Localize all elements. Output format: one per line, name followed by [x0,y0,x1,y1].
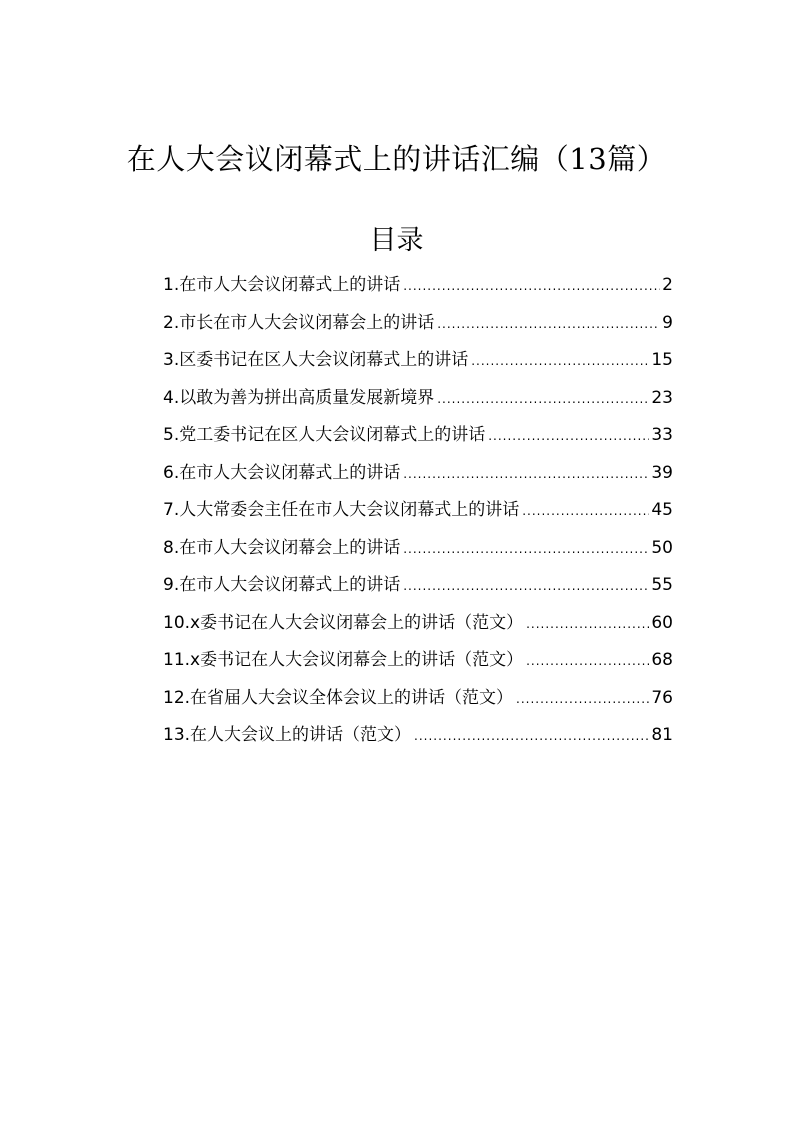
toc-page-number: 9 [662,312,673,333]
toc-entry-label: 13.在人大会议上的讲话（范文） [163,725,412,745]
toc-dot-leader [403,531,649,569]
toc-entry-12[interactable] [163,680,673,718]
toc-entry-3[interactable] [163,342,673,380]
toc-entry-label: 6.在市人大会议闭幕式上的讲话 [163,462,401,483]
toc-entry-7[interactable] [163,492,673,530]
toc-heading: 目录 [369,225,424,256]
toc-entry-10[interactable] [163,605,673,643]
table-of-contents [163,267,673,755]
toc-entry-6[interactable] [163,455,673,493]
toc-entry-9[interactable] [163,567,673,605]
toc-entry-label: 10.x委书记在人大会议闭幕会上的讲话（范文） [163,612,524,633]
toc-entry-label: 3.区委书记在区人大会议闭幕式上的讲话 [163,350,469,370]
toc-page-number: 39 [651,462,673,483]
toc-page-number: 76 [651,687,673,708]
document-title: 在人大会议闭幕式上的讲话汇编（13篇） [126,142,667,176]
toc-page-number: 50 [651,537,673,558]
toc-page-number: 23 [651,387,673,408]
toc-page-number: 2 [662,275,673,295]
toc-page-number: 81 [651,725,673,745]
toc-dot-leader [526,643,649,681]
toc-page-number: 68 [651,650,673,670]
toc-page-number: 33 [651,425,673,445]
toc-dot-leader [437,306,660,344]
toc-dot-leader [403,456,649,494]
toc-dot-leader [471,343,649,381]
toc-entry-label: 8.在市人大会议闭幕会上的讲话 [163,537,401,558]
toc-entry-4[interactable] [163,380,673,418]
toc-dot-leader [403,268,660,306]
toc-dot-leader [414,718,649,756]
toc-entry-5[interactable] [163,417,673,455]
toc-dot-leader [526,606,649,644]
toc-entry-1[interactable] [163,267,673,305]
toc-dot-leader [403,568,649,606]
toc-page-number: 45 [651,500,673,520]
toc-entry-11[interactable] [163,642,673,680]
toc-page-number: 15 [651,350,673,370]
toc-page-number: 60 [651,612,673,633]
toc-entry-label: 2.市长在市人大会议闭幕会上的讲话 [163,312,435,333]
toc-entry-2[interactable] [163,305,673,343]
toc-entry-label: 11.x委书记在人大会议闭幕会上的讲话（范文） [163,650,524,670]
toc-dot-leader [516,681,649,719]
toc-dot-leader [437,381,649,419]
toc-dot-leader [488,418,649,456]
toc-entry-label: 4.以敢为善为拼出高质量发展新境界 [163,387,435,408]
toc-entry-label: 5.党工委书记在区人大会议闭幕式上的讲话 [163,425,486,445]
toc-page-number: 55 [651,575,673,595]
toc-entry-label: 7.人大常委会主任在市人大会议闭幕式上的讲话 [163,500,520,520]
toc-entry-label: 1.在市人大会议闭幕式上的讲话 [163,275,401,295]
toc-entry-8[interactable] [163,530,673,568]
toc-entry-13[interactable] [163,717,673,755]
toc-dot-leader [522,493,649,531]
toc-entry-label: 12.在省届人大会议全体会议上的讲话（范文） [163,687,514,708]
toc-entry-label: 9.在市人大会议闭幕式上的讲话 [163,575,401,595]
